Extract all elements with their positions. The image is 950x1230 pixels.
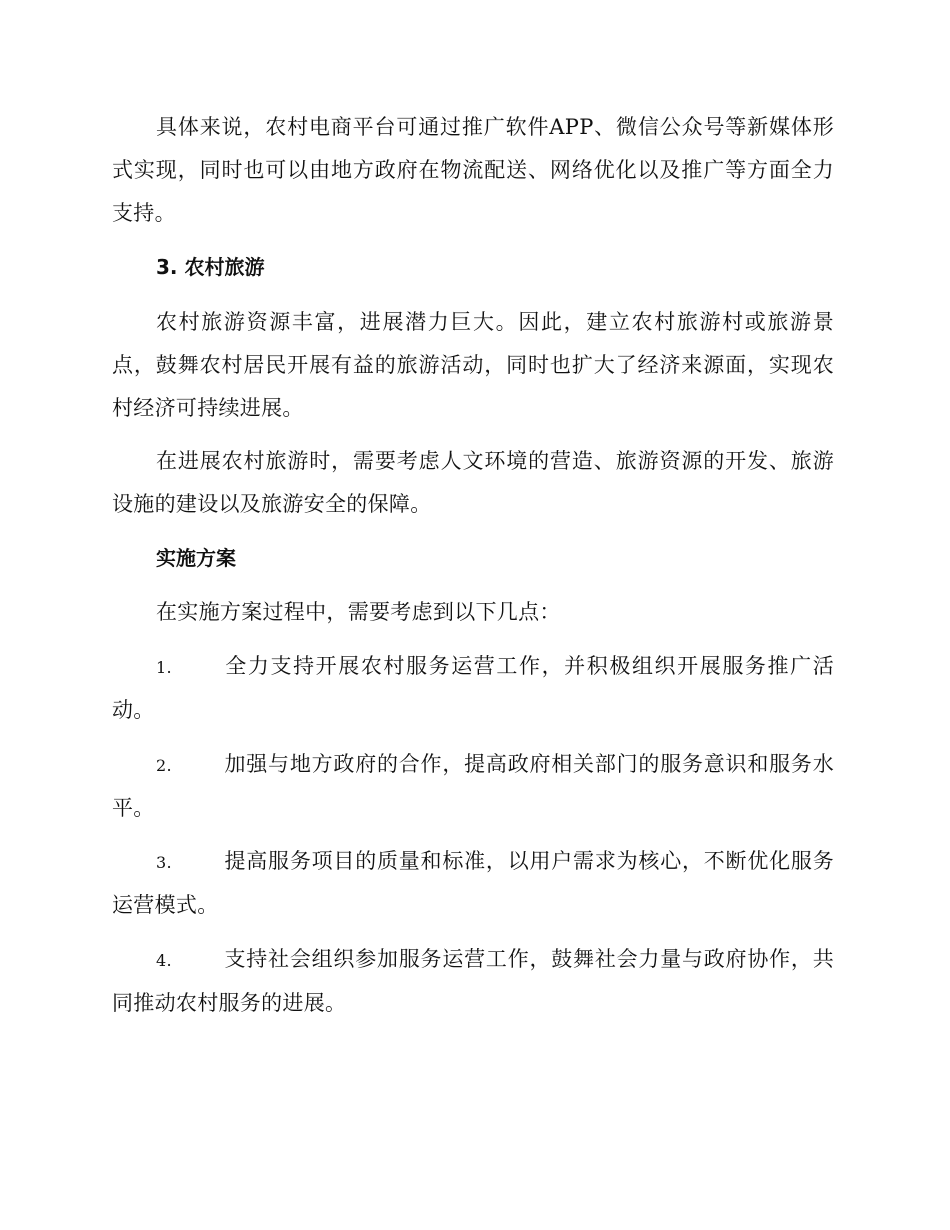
paragraph-tourism-2: 在进展农村旅游时，需要考虑人文环境的营造、旅游资源的开发、旅游设施的建设以及旅游安全的保障。 bbox=[112, 449, 834, 516]
list-item-text: 全力支持开展农村服务运营工作，并积极组织开展服务推广活动。 bbox=[112, 654, 834, 722]
paragraph-plan-intro: 在实施方案过程中，需要考虑到以下几点： bbox=[156, 600, 561, 624]
paragraph-ecommerce: 具体来说，农村电商平台可通过推广软件APP、微信公众号等新媒体形式实现，同时也可以由地方政府在物流配送、网络优化以及推广等方面全力支持。 bbox=[112, 115, 834, 225]
list-item-text: 加强与地方政府的合作，提高政府相关部门的服务意识和服务水平。 bbox=[112, 752, 834, 820]
section-heading-tourism: 3. 农村旅游 bbox=[156, 255, 265, 279]
section-heading-plan: 实施方案 bbox=[156, 546, 236, 570]
paragraph-tourism-1: 农村旅游资源丰富，进展潜力巨大。因此，建立农村旅游村或旅游景点，鼓舞农村居民开展有益的旅游活动，同时也扩大了经济来源面，实现农村经济可持续进展。 bbox=[112, 310, 834, 420]
list-item-number: 4. bbox=[156, 951, 172, 970]
list-item-number: 1. bbox=[156, 658, 172, 677]
list-item-number: 3. bbox=[156, 853, 172, 872]
list-item bbox=[112, 645, 834, 732]
list-item bbox=[112, 743, 834, 830]
list-item-text: 支持社会组织参加服务运营工作，鼓舞社会力量与政府协作，共同推动农村服务的进展。 bbox=[112, 947, 834, 1015]
list-item-number: 2. bbox=[156, 756, 172, 775]
list-item bbox=[112, 938, 834, 1025]
list-item-text: 提高服务项目的质量和标准，以用户需求为核心，不断优化服务运营模式。 bbox=[112, 849, 834, 917]
list-item bbox=[112, 840, 834, 927]
